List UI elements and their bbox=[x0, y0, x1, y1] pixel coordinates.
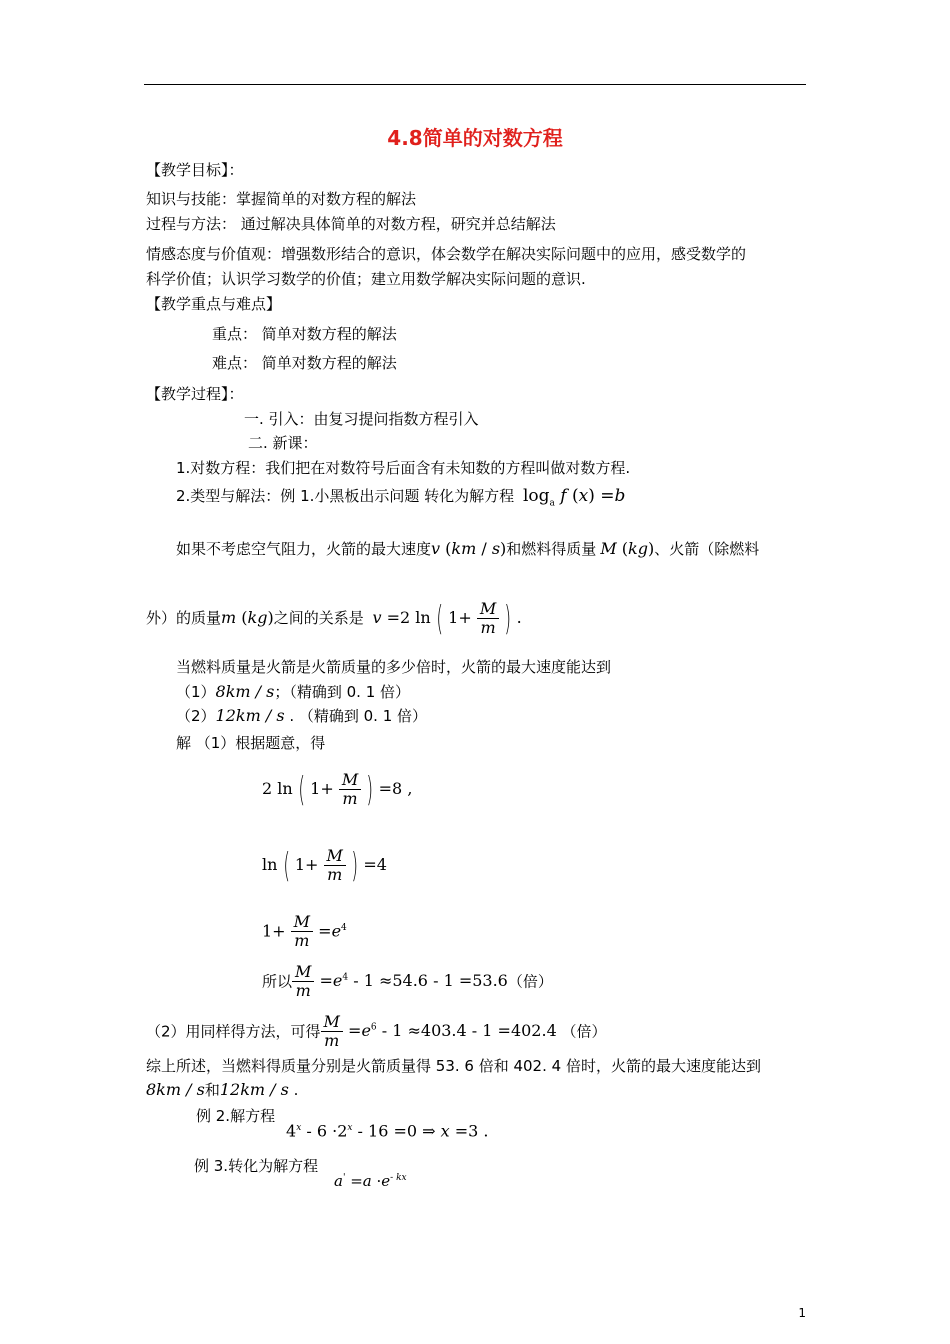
question-1-note: ；（精确到 0. 1 倍） bbox=[274, 683, 411, 701]
question-paragraph: 当燃料质量是火箭是火箭质量的多少倍时，火箭的最大速度能达到 bbox=[176, 658, 612, 676]
difficult-point: 难点： 简单对数方程的解法 bbox=[212, 354, 397, 372]
rocket-text-c: 、火箭（除燃料 bbox=[654, 540, 760, 558]
key-points-heading: 【教学重点与难点】 bbox=[146, 295, 282, 313]
question-2-note: （精确到 0. 1 倍） bbox=[298, 707, 428, 725]
times-unit: （倍） bbox=[507, 972, 553, 991]
question-1: （1）8km / s；（精确到 0. 1 倍） bbox=[176, 682, 411, 701]
equation-step4: 所以 $\frac{M}{m}$ $=e^4 - 1 \approx 54.6 - 1 =53.6$（倍） bbox=[262, 962, 553, 1001]
equation-step3: 1+ $\frac{M}{m}$ $=e^4$ bbox=[262, 912, 347, 951]
example3-equation: $a' =a \cdot e^{- kx}$ bbox=[334, 1172, 407, 1190]
example1-line bbox=[176, 486, 625, 513]
example1-text: 2.类型与解法：例 1.小黑板出示问题 转化为解方程 bbox=[176, 487, 515, 505]
example3-label: 例 3.转化为解方程 bbox=[194, 1157, 319, 1175]
goal-attitude-line2: 科学价值；认识学习数学的价值；建立用数学解决实际问题的意识. bbox=[146, 270, 586, 288]
rocket-text-a: 如果不考虑空气阻力，火箭的最大速度 bbox=[176, 540, 432, 558]
step-new-lesson: 二. 新课： bbox=[248, 434, 318, 452]
rocket-mass-expr: m (kg) bbox=[221, 608, 274, 627]
rocket-text-d: 外）的质量 bbox=[146, 609, 222, 627]
equation-step2: ln ( 1+ $\frac{M}{m}$ ) =4 bbox=[262, 845, 387, 886]
rocket-formula: v =2 ln ( 1+ $\frac{M}{m}$ ) . bbox=[372, 598, 522, 639]
rocket-paragraph-line2 bbox=[146, 598, 522, 638]
velocity-expr: v bbox=[431, 539, 441, 558]
definition-paragraph: 1.对数方程：我们把在对数符号后面含有未知数的方程叫做对数方程. bbox=[176, 459, 631, 477]
summary-line2: 8km / s和12km / s . bbox=[146, 1080, 299, 1099]
log-equation: $\log_a f$ (x) =b bbox=[522, 486, 626, 509]
goal-process: 过程与方法： 通过解决具体简单的对数方程，研究并总结解法 bbox=[146, 215, 556, 233]
summary-and: 和 bbox=[204, 1081, 220, 1099]
goals-heading: 【教学目标】： bbox=[146, 161, 244, 179]
equation-step1: 2 ln ( 1+ $\frac{M}{m}$ ) =8 , bbox=[262, 769, 413, 810]
part2-line: （2）用同样得方法，可得 $\frac{M}{m}$ $=e^6 - 1 \approx 403.4 - 1 =402.4$ （倍） bbox=[146, 1012, 607, 1051]
step-intro: 一. 引入：由复习提问指数方程引入 bbox=[244, 410, 479, 428]
process-heading: 【教学过程】： bbox=[146, 385, 244, 403]
question-1-label: （1） bbox=[176, 683, 216, 701]
page-number: 1 bbox=[798, 1306, 806, 1320]
goal-attitude-line1: 情感态度与价值观：增强数形结合的意识，体会数学在解决实际问题中的应用，感受数学的 bbox=[146, 245, 747, 263]
rocket-text-b: 和燃料得质量 bbox=[506, 540, 597, 558]
therefore-label: 所以 bbox=[262, 972, 293, 991]
part2-unit: （倍） bbox=[556, 1022, 607, 1041]
rocket-text-e: 之间的关系是 bbox=[273, 609, 364, 627]
example2-label: 例 2.解方程 bbox=[196, 1107, 276, 1125]
document-title: 4.8简单的对数方程 bbox=[387, 126, 563, 150]
solution-intro: 解 （1）根据题意，得 bbox=[176, 734, 326, 752]
fuel-mass-expr: M (kg) bbox=[600, 539, 655, 558]
goal-knowledge: 知识与技能：掌握简单的对数方程的解法 bbox=[146, 190, 417, 208]
summary-line1: 综上所述，当燃料得质量分别是火箭质量得 53. 6 倍和 402. 4 倍时，火箭的最大速度能达到 bbox=[146, 1057, 761, 1075]
header-rule bbox=[144, 84, 806, 85]
example2-equation: $4^x - 6 \cdot 2^x - 16 =0$ ⇒ x =3 . bbox=[286, 1121, 489, 1141]
key-point: 重点： 简单对数方程的解法 bbox=[212, 325, 397, 343]
question-2: （2）12km / s . （精确到 0. 1 倍） bbox=[176, 706, 428, 725]
question-2-label: （2） bbox=[176, 707, 216, 725]
part2-text: （2）用同样得方法，可得 bbox=[146, 1022, 321, 1041]
rocket-paragraph-line1: 如果不考虑空气阻力，火箭的最大速度v (km / s)和燃料得质量 M (kg)、火箭（除燃料 bbox=[176, 539, 760, 558]
